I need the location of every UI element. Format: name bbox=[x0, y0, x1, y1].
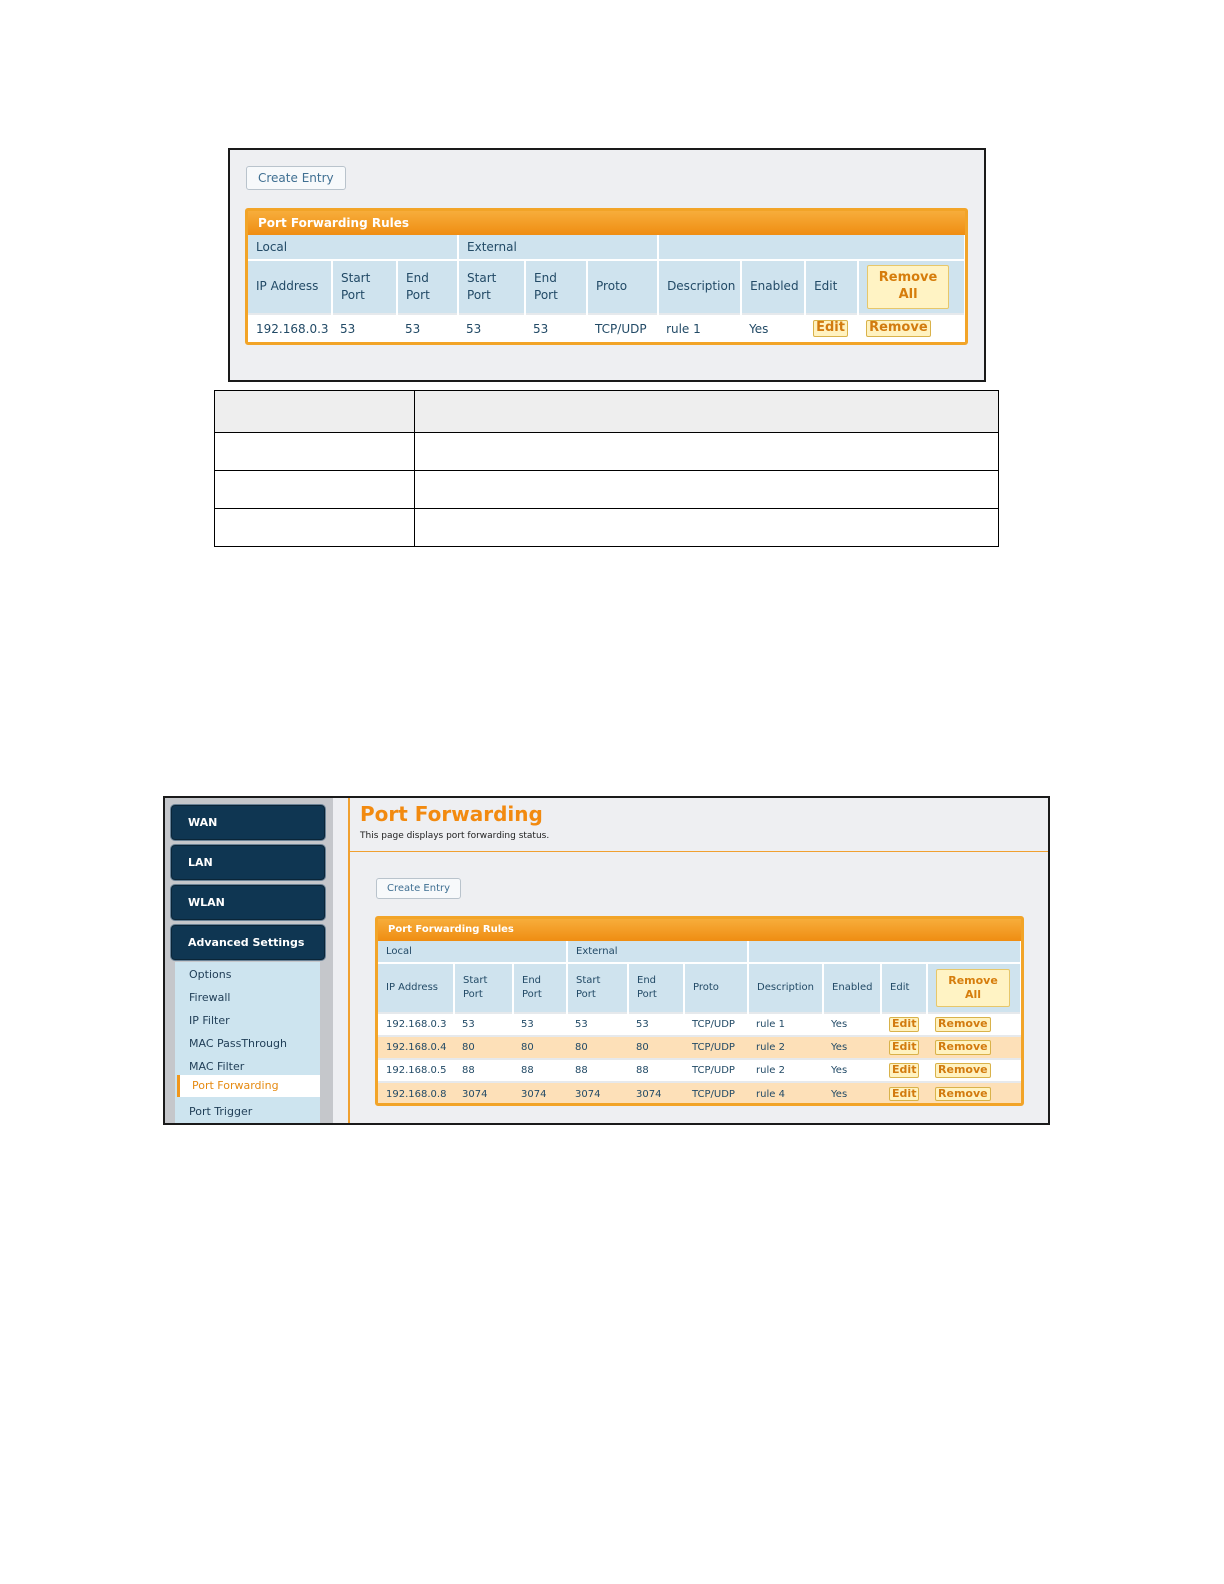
screenshot-port-forwarding-single bbox=[228, 148, 986, 382]
submenu-ip-filter[interactable]: IP Filter bbox=[189, 1014, 230, 1027]
group-local: Local bbox=[248, 235, 458, 260]
cell-local-start: 53 bbox=[332, 314, 397, 342]
cell-enabled: Yes bbox=[823, 1013, 881, 1036]
group-blank bbox=[658, 235, 965, 260]
table-row bbox=[248, 314, 965, 342]
edit-button[interactable]: Edit bbox=[889, 1040, 919, 1055]
cell-ext-start: 80 bbox=[567, 1036, 628, 1059]
page-subtitle: This page displays port forwarding status. bbox=[360, 831, 550, 841]
submenu-port-forwarding[interactable]: Port Forwarding bbox=[177, 1075, 320, 1097]
cell-local-end: 53 bbox=[513, 1013, 567, 1036]
column-header-row bbox=[378, 963, 1021, 1013]
parameter-table-row bbox=[215, 509, 999, 547]
cell-ext-start: 53 bbox=[567, 1013, 628, 1036]
cell-ext-end: 53 bbox=[628, 1013, 684, 1036]
col-edit: Edit bbox=[881, 963, 927, 1013]
cell-proto: TCP/UDP bbox=[684, 1059, 748, 1082]
cell-enabled: Yes bbox=[823, 1082, 881, 1105]
submenu-firewall[interactable]: Firewall bbox=[189, 991, 231, 1004]
group-header-row bbox=[378, 941, 1021, 963]
cell-proto: TCP/UDP bbox=[684, 1013, 748, 1036]
edit-button[interactable]: Edit bbox=[889, 1063, 919, 1078]
parameter-table-cell bbox=[215, 391, 415, 433]
cell-proto: TCP/UDP bbox=[587, 314, 658, 342]
column-header-row bbox=[248, 260, 965, 314]
rules-table bbox=[248, 235, 966, 342]
cell-remove bbox=[927, 1082, 1021, 1105]
edit-button[interactable]: Edit bbox=[889, 1017, 919, 1032]
group-header-row bbox=[248, 235, 965, 260]
nav-wan[interactable]: WAN bbox=[170, 804, 326, 841]
cell-ip: 192.168.0.3 bbox=[378, 1013, 454, 1036]
remove-button[interactable]: Remove bbox=[935, 1063, 991, 1078]
remove-button[interactable]: Remove bbox=[935, 1087, 991, 1102]
col-ext-start-port: Start Port bbox=[458, 260, 525, 314]
cell-local-start: 80 bbox=[454, 1036, 513, 1059]
submenu-mac-filter[interactable]: MAC Filter bbox=[189, 1060, 245, 1073]
create-entry-button[interactable]: Create Entry bbox=[246, 166, 346, 190]
col-local-start-port: Start Port bbox=[332, 260, 397, 314]
cell-ext-end: 3074 bbox=[628, 1082, 684, 1105]
parameter-table-header bbox=[215, 391, 999, 433]
col-proto: Proto bbox=[684, 963, 748, 1013]
table-row bbox=[378, 1082, 1021, 1105]
col-ip-address: IP Address bbox=[378, 963, 454, 1013]
cell-ip: 192.168.0.4 bbox=[378, 1036, 454, 1059]
cell-local-start: 88 bbox=[454, 1059, 513, 1082]
submenu-options[interactable]: Options bbox=[189, 968, 232, 981]
nav-advanced-settings[interactable]: Advanced Settings bbox=[170, 924, 326, 961]
parameter-table-row bbox=[215, 433, 999, 471]
cell-local-end: 3074 bbox=[513, 1082, 567, 1105]
remove-button[interactable]: Remove bbox=[935, 1017, 991, 1032]
title-divider bbox=[350, 851, 1048, 852]
cell-remove bbox=[927, 1013, 1021, 1036]
table-row bbox=[378, 1059, 1021, 1082]
cell-local-end: 53 bbox=[397, 314, 458, 342]
col-proto: Proto bbox=[587, 260, 658, 314]
cell-ext-end: 88 bbox=[628, 1059, 684, 1082]
remove-button[interactable]: Remove bbox=[866, 320, 931, 337]
cell-edit bbox=[881, 1036, 927, 1059]
cell-enabled: Yes bbox=[823, 1036, 881, 1059]
parameter-table-cell bbox=[215, 471, 415, 509]
parameter-table-cell bbox=[215, 509, 415, 547]
remove-all-button[interactable]: Remove All bbox=[936, 969, 1010, 1008]
main-content bbox=[348, 798, 1048, 1123]
cell-description: rule 4 bbox=[748, 1082, 823, 1105]
cell-ip: 192.168.0.8 bbox=[378, 1082, 454, 1105]
cell-ip: 192.168.0.5 bbox=[378, 1059, 454, 1082]
parameter-table-cell bbox=[415, 509, 999, 547]
cell-ext-start: 3074 bbox=[567, 1082, 628, 1105]
cell-description: rule 2 bbox=[748, 1059, 823, 1082]
col-remove-all-cell bbox=[927, 963, 1021, 1013]
col-local-end-port: End Port bbox=[397, 260, 458, 314]
col-local-start-port: Start Port bbox=[454, 963, 513, 1013]
parameter-table bbox=[214, 390, 999, 547]
col-description: Description bbox=[748, 963, 823, 1013]
cell-local-start: 53 bbox=[454, 1013, 513, 1036]
page-title: Port Forwarding bbox=[360, 802, 543, 826]
port-forwarding-rules-panel bbox=[245, 208, 968, 345]
nav-lan[interactable]: LAN bbox=[170, 844, 326, 881]
parameter-table-row bbox=[215, 471, 999, 509]
rules-table bbox=[378, 941, 1022, 1105]
remove-all-button[interactable]: Remove All bbox=[867, 265, 949, 309]
group-external: External bbox=[567, 941, 748, 963]
cell-ext-end: 53 bbox=[525, 314, 587, 342]
col-description: Description bbox=[658, 260, 741, 314]
group-external: External bbox=[458, 235, 658, 260]
parameter-table-cell bbox=[415, 471, 999, 509]
col-ip-address: IP Address bbox=[248, 260, 332, 314]
advanced-submenu bbox=[175, 962, 320, 1125]
cell-edit bbox=[881, 1059, 927, 1082]
col-local-end-port: End Port bbox=[513, 963, 567, 1013]
cell-proto: TCP/UDP bbox=[684, 1082, 748, 1105]
cell-ext-start: 53 bbox=[458, 314, 525, 342]
rules-title: Port Forwarding Rules bbox=[248, 211, 965, 235]
col-ext-start-port: Start Port bbox=[567, 963, 628, 1013]
cell-edit bbox=[881, 1013, 927, 1036]
screenshot-port-forwarding-page bbox=[163, 796, 1050, 1125]
cell-remove bbox=[927, 1036, 1021, 1059]
cell-local-end: 80 bbox=[513, 1036, 567, 1059]
cell-proto: TCP/UDP bbox=[684, 1036, 748, 1059]
col-edit: Edit bbox=[805, 260, 858, 314]
cell-edit bbox=[805, 314, 858, 342]
create-entry-button[interactable]: Create Entry bbox=[376, 878, 461, 899]
cell-description: rule 1 bbox=[748, 1013, 823, 1036]
parameter-table-cell bbox=[215, 433, 415, 471]
col-remove-all-cell bbox=[858, 260, 965, 314]
col-enabled: Enabled bbox=[741, 260, 805, 314]
remove-button[interactable]: Remove bbox=[935, 1040, 991, 1055]
cell-enabled: Yes bbox=[823, 1059, 881, 1082]
sidebar bbox=[165, 798, 333, 1125]
submenu-port-trigger[interactable]: Port Trigger bbox=[189, 1105, 253, 1118]
cell-description: rule 2 bbox=[748, 1036, 823, 1059]
cell-enabled: Yes bbox=[741, 314, 805, 342]
port-forwarding-rules-panel bbox=[375, 916, 1024, 1106]
cell-remove bbox=[927, 1059, 1021, 1082]
nav-wlan[interactable]: WLAN bbox=[170, 884, 326, 921]
table-row bbox=[378, 1013, 1021, 1036]
cell-edit bbox=[881, 1082, 927, 1105]
col-ext-end-port: End Port bbox=[525, 260, 587, 314]
parameter-table-cell bbox=[415, 391, 999, 433]
cell-local-start: 3074 bbox=[454, 1082, 513, 1105]
rules-title: Port Forwarding Rules bbox=[378, 919, 1021, 941]
col-ext-end-port: End Port bbox=[628, 963, 684, 1013]
edit-button[interactable]: Edit bbox=[813, 320, 848, 337]
cell-ext-end: 80 bbox=[628, 1036, 684, 1059]
col-enabled: Enabled bbox=[823, 963, 881, 1013]
edit-button[interactable]: Edit bbox=[889, 1087, 919, 1102]
submenu-mac-passthrough[interactable]: MAC PassThrough bbox=[189, 1037, 287, 1050]
cell-ip: 192.168.0.3 bbox=[248, 314, 332, 342]
parameter-table-cell bbox=[415, 433, 999, 471]
cell-description: rule 1 bbox=[658, 314, 741, 342]
table-row bbox=[378, 1036, 1021, 1059]
cell-local-end: 88 bbox=[513, 1059, 567, 1082]
group-blank bbox=[748, 941, 1021, 963]
group-local: Local bbox=[378, 941, 567, 963]
cell-remove bbox=[858, 314, 965, 342]
cell-ext-start: 88 bbox=[567, 1059, 628, 1082]
